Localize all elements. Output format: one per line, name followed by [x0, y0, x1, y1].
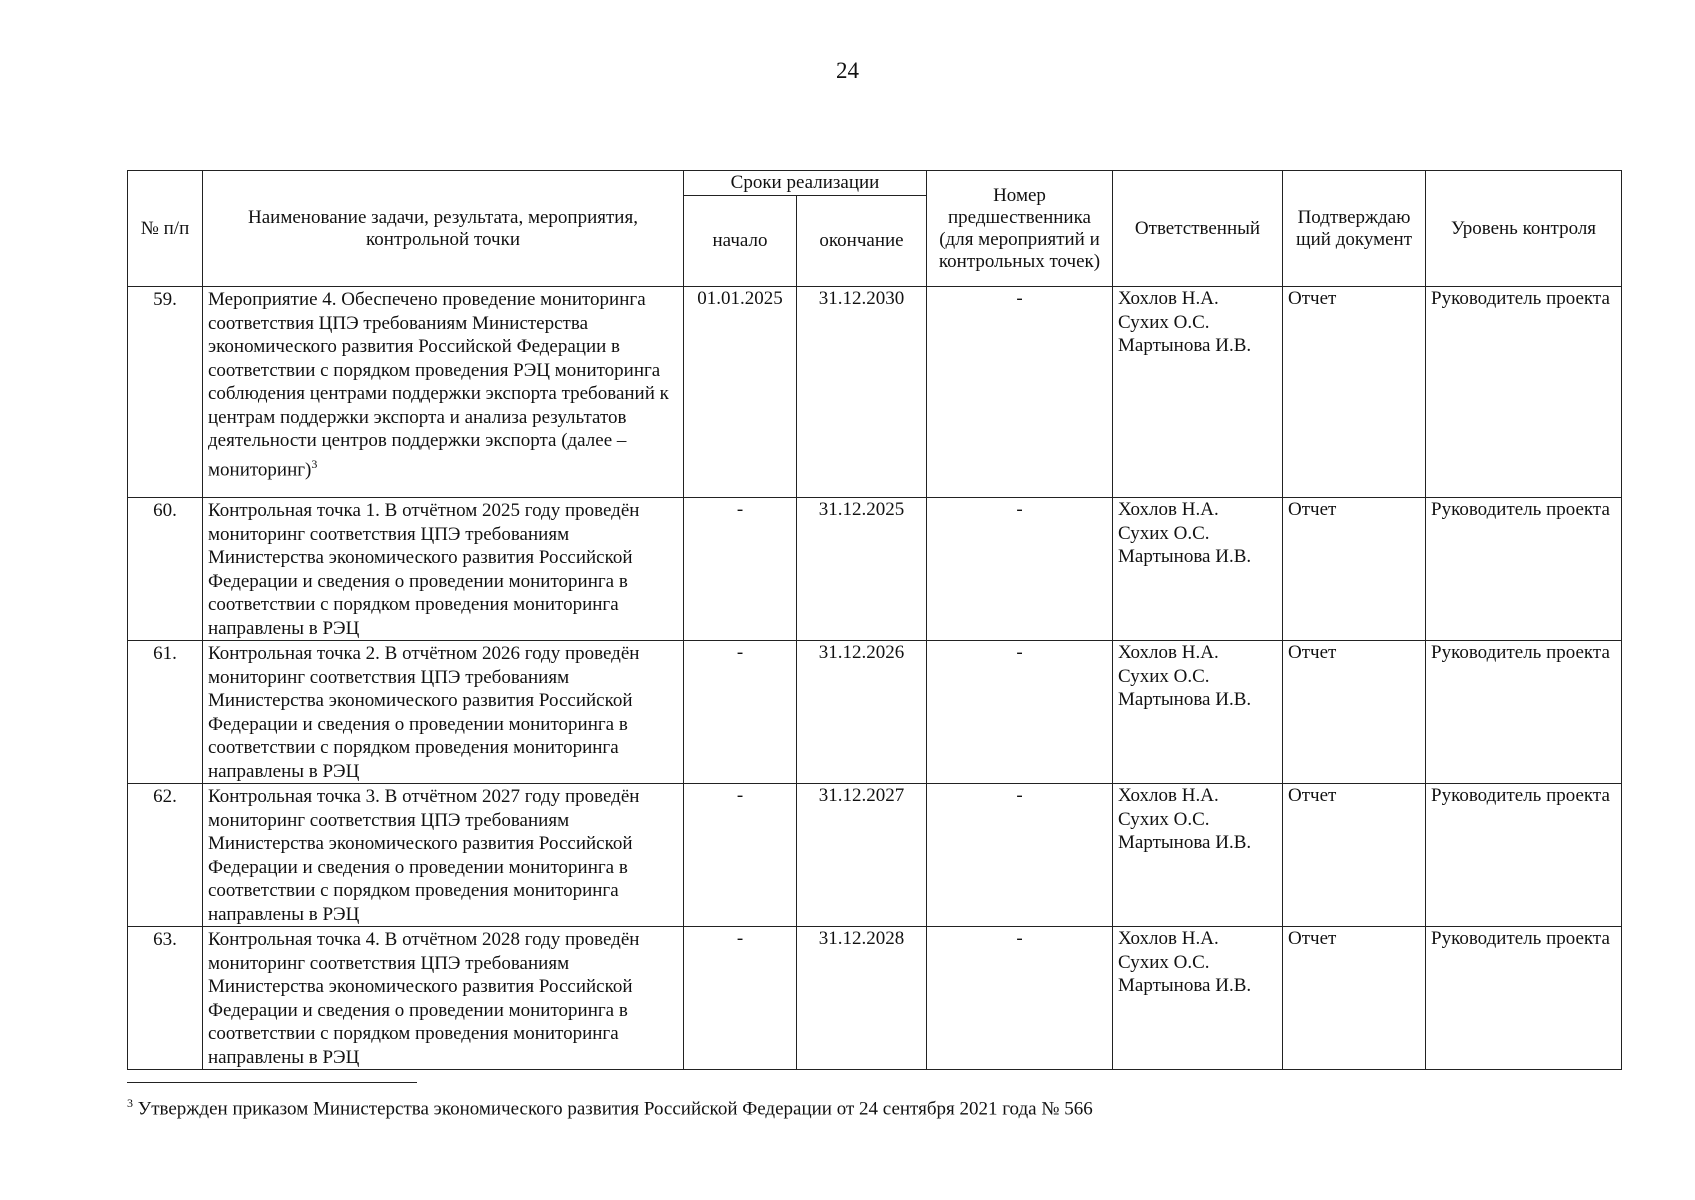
row-num: 60. [128, 498, 203, 641]
responsible-person: Хохлов Н.А. [1118, 642, 1219, 663]
footnote-rule [127, 1082, 417, 1083]
header-period: Сроки реализации [684, 171, 927, 196]
header-name: Наименование задачи, результата, мероприятия, контрольной точки [203, 171, 684, 287]
row-start: - [684, 784, 797, 927]
row-num: 62. [128, 784, 203, 927]
row-num: 61. [128, 641, 203, 784]
table-row [128, 641, 1622, 784]
row-name [203, 641, 684, 784]
row-name [203, 927, 684, 1070]
row-name [203, 287, 684, 498]
row-start: - [684, 641, 797, 784]
row-control: Руководитель проекта [1426, 641, 1622, 784]
table-row [128, 287, 1622, 498]
header-end: окончание [797, 196, 927, 287]
page-number: 24 [836, 58, 859, 83]
responsible-person: Сухих О.С. [1118, 665, 1210, 687]
responsible-person: Хохлов Н.А. [1118, 928, 1219, 949]
row-name-text: Контрольная точка 2. В отчётном 2026 году проведён мониторинг соответствия ЦПЭ требованиям Министерства экономического развития Российской Федерации и сведения о проведении мониторинга в соответствии с порядком проведения мониторинга направлены в РЭЦ [208, 643, 640, 782]
row-responsible [1113, 287, 1283, 498]
row-responsible [1113, 641, 1283, 784]
responsible-person: Хохлов Н.А. [1118, 499, 1219, 520]
row-num: 63. [128, 927, 203, 1070]
footnote-text: Утвержден приказом Министерства экономического развития Российской Федерации от 24 сентября 2021 года № 566 [137, 1098, 1093, 1120]
row-responsible [1113, 927, 1283, 1070]
row-num: 59. [128, 287, 203, 498]
table-row [128, 784, 1622, 927]
row-name-text: Мероприятие 4. Обеспечено проведение мониторинга соответствия ЦПЭ требованиям Министерства экономического развития Российской Федерации в соответствии с порядком проведения РЭЦ мониторинга соблюдения центрами поддержки экспорта требований к центрам поддержки экспорта и анализа результатов деятельности центров поддержки экспорта (далее – мониторинг) [208, 289, 669, 480]
row-end: 31.12.2027 [797, 784, 927, 927]
row-predecessor: - [927, 927, 1113, 1070]
row-predecessor: - [927, 784, 1113, 927]
responsible-person: Сухих О.С. [1118, 951, 1210, 973]
row-predecessor: - [927, 287, 1113, 498]
header-control: Уровень контроля [1426, 171, 1622, 287]
header-start: начало [684, 196, 797, 287]
row-start: - [684, 927, 797, 1070]
row-name-text: Контрольная точка 1. В отчётном 2025 году проведён мониторинг соответствия ЦПЭ требованиям Министерства экономического развития Российской Федерации и сведения о проведении мониторинга в соответствии с порядком проведения мониторинга направлены в РЭЦ [208, 500, 640, 639]
header-num: № п/п [128, 171, 203, 287]
responsible-person: Мартынова И.В. [1118, 335, 1252, 356]
responsible-person: Мартынова И.В. [1118, 689, 1252, 710]
row-document: Отчет [1283, 641, 1426, 784]
row-control: Руководитель проекта [1426, 927, 1622, 1070]
row-predecessor: - [927, 641, 1113, 784]
row-name-text: Контрольная точка 3. В отчётном 2027 году проведён мониторинг соответствия ЦПЭ требованиям Министерства экономического развития Российской Федерации и сведения о проведении мониторинга в соответствии с порядком проведения мониторинга направлены в РЭЦ [208, 786, 640, 925]
row-predecessor: - [927, 498, 1113, 641]
header-document: Подтверждаю щий документ [1283, 171, 1426, 287]
header-predecessor: Номер предшественника (для мероприятий и контрольных точек) [927, 171, 1113, 287]
plan-table [127, 170, 1622, 1070]
row-name [203, 498, 684, 641]
row-document: Отчет [1283, 498, 1426, 641]
footnote-ref: 3 [311, 456, 318, 471]
table-row [128, 498, 1622, 641]
header-responsible: Ответственный [1113, 171, 1283, 287]
responsible-person: Мартынова И.В. [1118, 546, 1252, 567]
row-control: Руководитель проекта [1426, 498, 1622, 641]
row-responsible [1113, 498, 1283, 641]
footnote-marker: 3 [127, 1096, 133, 1110]
row-end: 31.12.2025 [797, 498, 927, 641]
responsible-person: Сухих О.С. [1118, 808, 1210, 830]
row-responsible [1113, 784, 1283, 927]
table-row [128, 927, 1622, 1070]
row-name [203, 784, 684, 927]
row-end: 31.12.2026 [797, 641, 927, 784]
row-document: Отчет [1283, 927, 1426, 1070]
row-document: Отчет [1283, 784, 1426, 927]
row-control: Руководитель проекта [1426, 287, 1622, 498]
row-end: 31.12.2028 [797, 927, 927, 1070]
responsible-person: Сухих О.С. [1118, 311, 1210, 333]
row-end: 31.12.2030 [797, 287, 927, 498]
row-name-text: Контрольная точка 4. В отчётном 2028 году проведён мониторинг соответствия ЦПЭ требованиям Министерства экономического развития Российской Федерации и сведения о проведении мониторинга в соответствии с порядком проведения мониторинга направлены в РЭЦ [208, 929, 640, 1068]
row-document: Отчет [1283, 287, 1426, 498]
responsible-person: Мартынова И.В. [1118, 975, 1252, 996]
row-control: Руководитель проекта [1426, 784, 1622, 927]
footnote [127, 1096, 1093, 1120]
responsible-person: Сухих О.С. [1118, 522, 1210, 544]
row-start: - [684, 498, 797, 641]
responsible-person: Хохлов Н.А. [1118, 785, 1219, 806]
row-start: 01.01.2025 [684, 287, 797, 498]
responsible-person: Хохлов Н.А. [1118, 288, 1219, 309]
responsible-person: Мартынова И.В. [1118, 832, 1252, 853]
